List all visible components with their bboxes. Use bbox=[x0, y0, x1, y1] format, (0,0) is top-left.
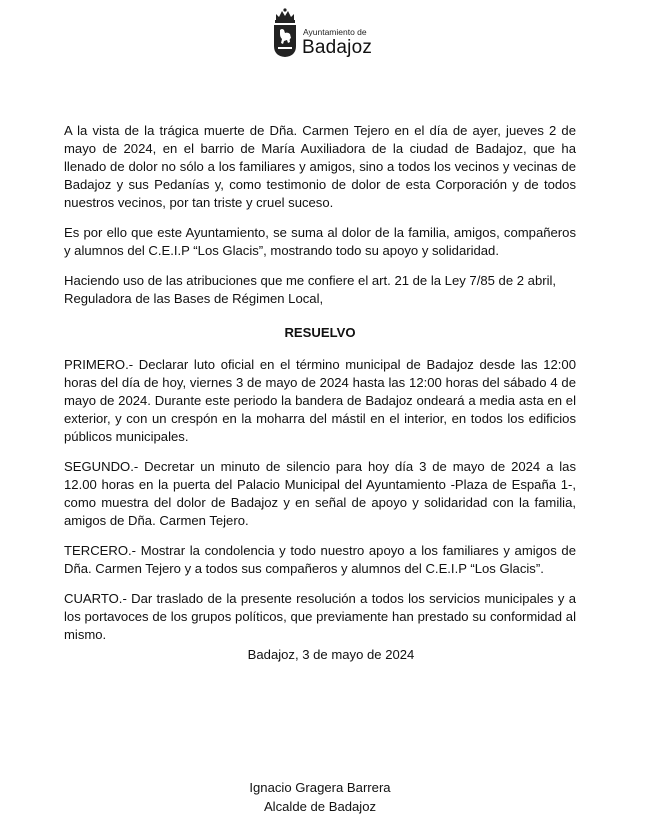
clause-cuarto: CUARTO.- Dar traslado de la presente resolución a todos los servicios municipales y a los portavoces de los grupos políticos, que previamente han prestado su conformidad al mismo. bbox=[64, 591, 576, 642]
paragraph-intro: A la vista de la trágica muerte de Dña. Carmen Tejero en el día de ayer, jueves 2 de mayo de 2024, en el barrio de María Auxiliadora de la ciudad de Badajoz, que ha llenado de dolor no sólo a los familiares y amigos, sino a todos los vecinos y vecinas de Badajoz y sus Pedanías y, como testimonio de dolor de esta Corporación y de todos nuestros vecinos, por tan triste y cruel suceso. bbox=[64, 123, 576, 210]
signer-title: Alcalde de Badajoz bbox=[263, 799, 377, 814]
resolution-body bbox=[64, 122, 576, 656]
header-logo bbox=[272, 8, 382, 60]
org-name-small: Ayuntamiento de bbox=[303, 27, 367, 37]
org-name-big: Badajoz bbox=[302, 37, 373, 58]
clause-primero: PRIMERO.- Declarar luto oficial en el término municipal de Badajoz desde las 12:00 horas del día de hoy, viernes 3 de mayo de 2024 hasta las 12:00 horas del sábado 4 de mayo de 2024. Durante este periodo la bandera de Badajoz ondeará a media asta en el exterior, y con un crespón en la moharra del mástil en el interior, en todos los edificios públicos municipales. bbox=[64, 357, 576, 444]
signer-name: Ignacio Gragera Barrera bbox=[249, 780, 391, 795]
section-heading: RESUELVO bbox=[284, 325, 356, 340]
paragraph-support: Es por ello que este Ayuntamiento, se suma al dolor de la familia, amigos, compañeros y alumnos del C.E.I.P “Los Glacis”, mostrando todo su apoyo y solidaridad. bbox=[64, 225, 576, 258]
signature-block bbox=[0, 778, 640, 816]
clause-segundo: SEGUNDO.- Decretar un minuto de silencio para hoy día 3 de mayo de 2024 a las 12.00 horas en la puerta del Palacio Municipal del Ayuntamiento -Plaza de España 1-, como muestra del dolor de Badajoz y en señal de apoyo y solidaridad con la familia, amigos de Dña. Carmen Tejero. bbox=[64, 459, 576, 528]
document-date: Badajoz, 3 de mayo de 2024 bbox=[247, 647, 415, 662]
clause-tercero: TERCERO.- Mostrar la condolencia y todo nuestro apoyo a los familiares y amigos de Dña. Carmen Tejero y a todos sus compañeros y alumnos del C.E.I.P “Los Glacis”. bbox=[64, 543, 576, 576]
coat-of-arms-icon bbox=[272, 8, 298, 58]
paragraph-legal-basis: Haciendo uso de las atribuciones que me confiere el art. 21 de la Ley 7/85 de 2 abril, Reguladora de las Bases de Régimen Local, bbox=[64, 273, 557, 306]
